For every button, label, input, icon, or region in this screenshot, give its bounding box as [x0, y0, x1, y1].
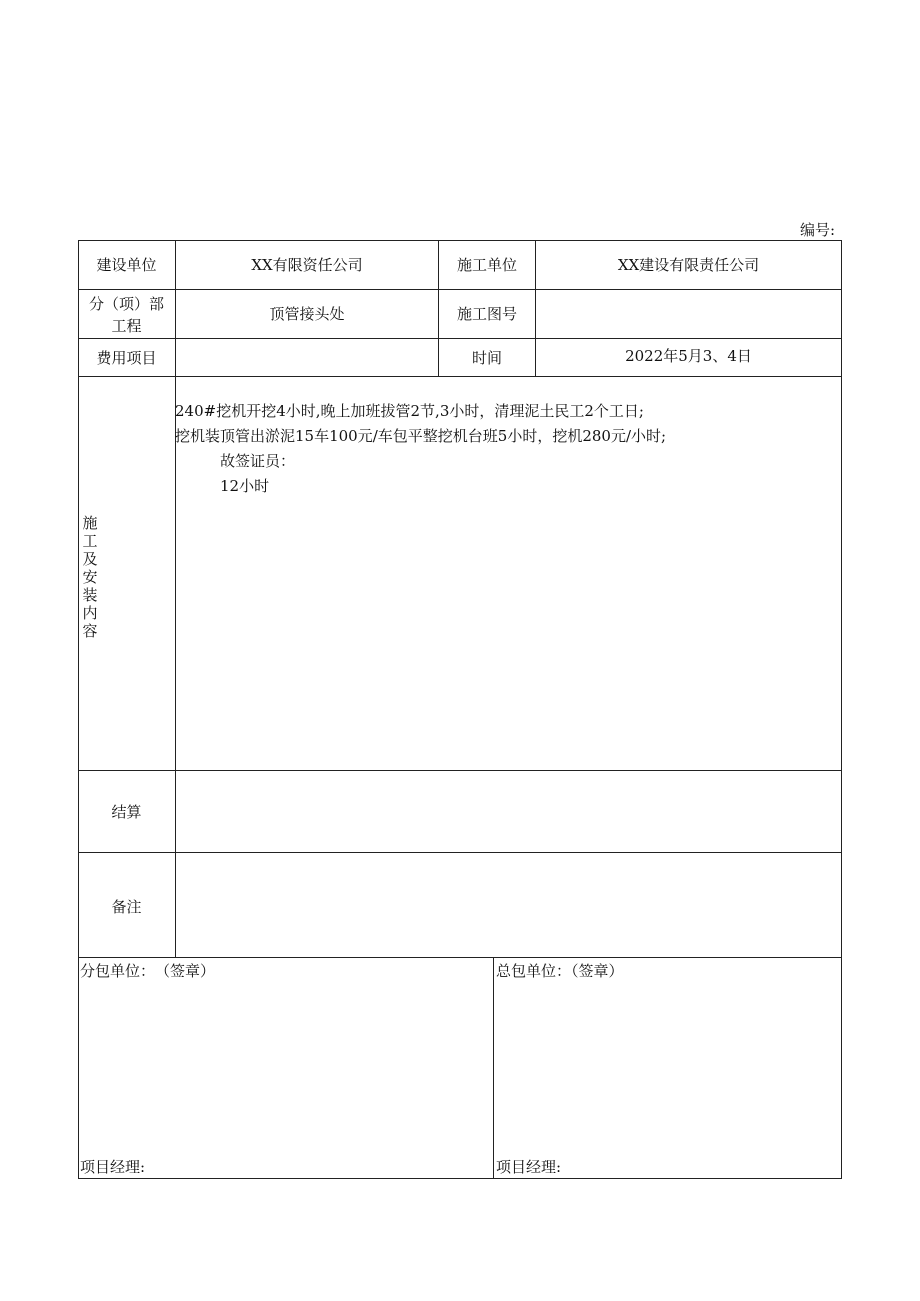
contractor-label: 施工单位: [456, 256, 517, 274]
content-label-char: 装: [82, 586, 98, 604]
owner-value: XX有限资任公司: [251, 256, 363, 274]
sub-project-label-line1: 分（项）部: [88, 295, 164, 313]
content-label-char: 及: [82, 550, 98, 568]
general-contractor-signature-label: 总包单位：（签章）: [496, 962, 624, 980]
content-line-2: 挖机装顶管出淤泥15车100元/车包平整挖机台班5小时，挖机280元/小时;: [175, 427, 667, 445]
content-label: [81, 514, 99, 640]
subcontractor-manager-label: 项目经理:: [80, 1158, 146, 1176]
general-contractor-manager-label: 项目经理:: [496, 1158, 562, 1176]
cost-item-label: 费用项目: [96, 349, 157, 367]
drawing-number-label: 施工图号: [456, 305, 517, 323]
content-label-char: 容: [82, 622, 98, 640]
settlement-label: 结算: [111, 803, 142, 821]
contractor-value: XX建设有限责任公司: [617, 256, 760, 274]
owner-label: 建设单位: [96, 256, 157, 274]
serial-number-label: 编号:: [800, 221, 836, 239]
content-line-3: 故签证员：: [220, 452, 296, 470]
remarks-label: 备注: [111, 898, 142, 916]
content-label-char: 内: [82, 604, 98, 622]
content-label-char: 工: [82, 532, 98, 550]
content-line-1: 240#挖机开挖4小时,晚上加班拔管2节,3小时，清理泥土民工2个工日;: [175, 402, 644, 420]
time-label: 时间: [471, 349, 502, 367]
content-label-char: 安: [82, 568, 98, 586]
content-line-4: 12小时: [220, 477, 270, 495]
time-value: 2022年5月3、4日: [625, 347, 752, 365]
sub-project-value: 顶管接头处: [269, 305, 345, 323]
subcontractor-signature-label: 分包单位： （签章）: [80, 962, 216, 980]
sub-project-label-line2: 工程: [111, 317, 142, 335]
content-label-char: 施: [82, 514, 98, 532]
